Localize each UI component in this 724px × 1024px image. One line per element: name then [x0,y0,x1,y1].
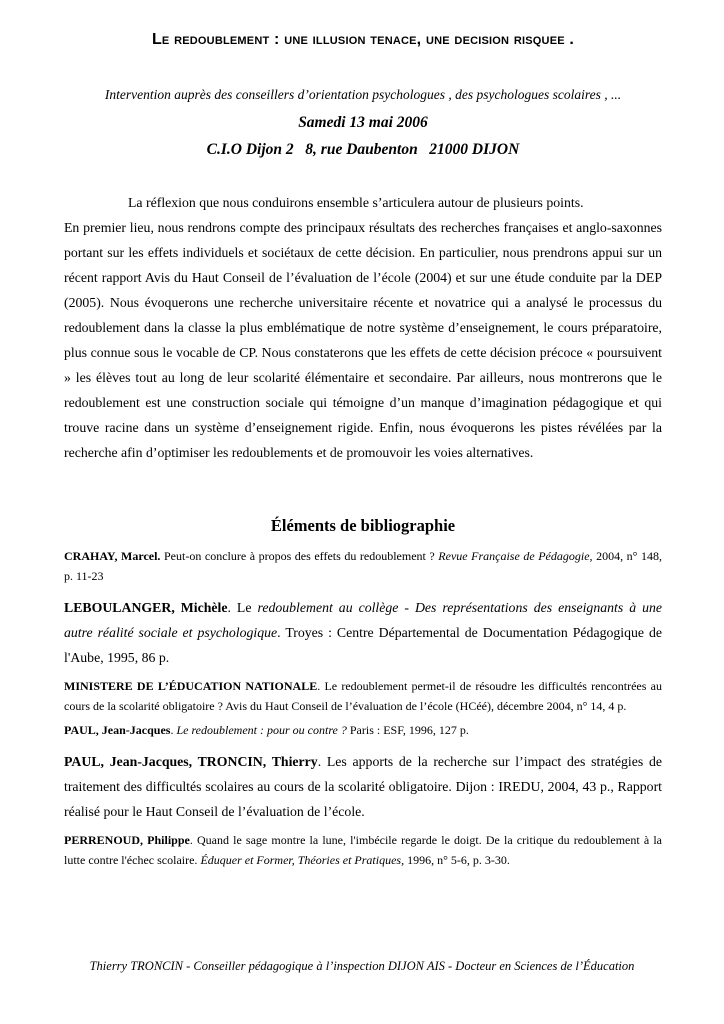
bibliography-segment-normal: . Les apports de la recherche sur l’impact des stratégies de traitement des difficultés scolaires au cours de la scolarité obligatoire. Dijon : IREDU, 2004, 43 p., Rapport réalisé pour le Haut Conseil de l’évaluation de l’école. [64,754,662,819]
bibliography-entries [64,546,662,870]
bibliography-segment-bold: PAUL, Jean-Jacques, TRONCIN, Thierry [64,754,318,769]
bibliography-segment-bold: MINISTERE DE L’ÉDUCATION NATIONALE [64,679,318,693]
bibliography-entry [64,595,662,670]
bibliography-segment-normal: . Le redoublement permet-il de résoudre les difficultés rencontrées au cours de la scolarité obligatoire ? Avis du Haut Conseil de l’évaluation de l’école (HCéé), décembre 2004, n° 14, 4 p. [64,679,662,713]
bibliography-segment-bold: LEBOULANGER, Michèle [64,600,228,615]
bibliography-segment-normal: . Troyes : Centre Départemental de Documentation Pédagogique de l'Aube, 1995, 86 p. [64,625,662,665]
document-title: Le redoublement : une illusion tenace, une decision risquee . [151,31,575,48]
bibliography-segment-italic: Éduquer et Former, Théories et Pratiques, [200,853,405,867]
bibliography-entry [64,676,662,716]
bibliography-heading: Éléments de bibliographie [270,516,456,535]
bibliography-segment-bold: PERRENOUD, Philippe [64,833,190,847]
intro-paragraph [64,190,662,465]
bibliography-segment-normal: . Le [227,600,258,615]
bibliography-segment-normal: . Quand le sage montre la lune, l'imbécile regarde le doigt. De la critique du redoublement à la lutte contre l'échec scolaire. [64,833,662,867]
bibliography-entry [64,749,662,824]
intro-body: En premier lieu, nous rendrons compte des principaux résultats des recherches françaises et anglo-saxonnes portant sur les effets individuels et sociétaux de cette décision. En particulier, nous prendrons appui sur un récent rapport Avis du Haut Conseil de l’évaluation de l’école (2004) et sur une étude conduite par la DEP (2005). Nous évoquerons une recherche universitaire récente et novatrice qui a analysé le processus du redoublement dans la classe la plus emblématique de notre système d’enseignement, le cours préparatoire, plus connue sous le vocable de CP. Nous constaterons que les effets de cette décision précoce « poursuivent » les élèves tout au long de leur scolarité élémentaire et secondaire. Par ailleurs, nous montrerons que le redoublement est une construction sociale qui témoigne d’un manque d’imagination pédagogique et qui trouve racine dans un système d’enseignement rigide. Enfin, nous évoquerons les pistes révélées par la recherche afin d’optimiser les redoublements et de promouvoir les voies alternatives. [64,220,662,460]
bibliography-entry [64,720,662,740]
bibliography-segment-italic: Revue Française de Pédagogie, [438,549,593,563]
date-line: Samedi 13 mai 2006 [298,114,428,131]
location-line: C.I.O Dijon 2 8, rue Daubenton 21000 DIJON [206,141,520,158]
intro-first-line: La réflexion que nous conduirons ensemble s’articulera autour de plusieurs points. [128,195,584,210]
bibliography-segment-normal: Paris : ESF, 1996, 127 p. [346,723,469,737]
bibliography-entry [64,546,662,586]
bibliography-segment-italic: redoublement au collège - Des représentations des enseignants à une autre réalité sociale et psychologique [64,600,662,640]
bibliography-segment-bold: CRAHAY, Marcel. [64,549,161,563]
bibliography-segment-bold: PAUL, Jean-Jacques [64,723,171,737]
bibliography-segment-normal: 1996, n° 5-6, p. 3-30. [404,853,510,867]
bibliography-segment-italic: Le redoublement : pour ou contre ? [176,723,347,737]
bibliography-segment-normal: Peut-on conclure à propos des effets du redoublement ? [160,549,439,563]
bibliography-segment-normal: 2004, n° 148, p. 11-23 [64,549,662,583]
bibliography-entry [64,830,662,870]
document-subtitle: Intervention auprès des conseillers d’orientation psychologues , des psychologues scolaires , ... [104,87,622,102]
footer-line: Thierry TRONCIN - Conseiller pédagogique à l’inspection DIJON AIS - Docteur en Sciences de l’Éducation [89,959,635,973]
bibliography-segment-normal: . [170,723,177,737]
